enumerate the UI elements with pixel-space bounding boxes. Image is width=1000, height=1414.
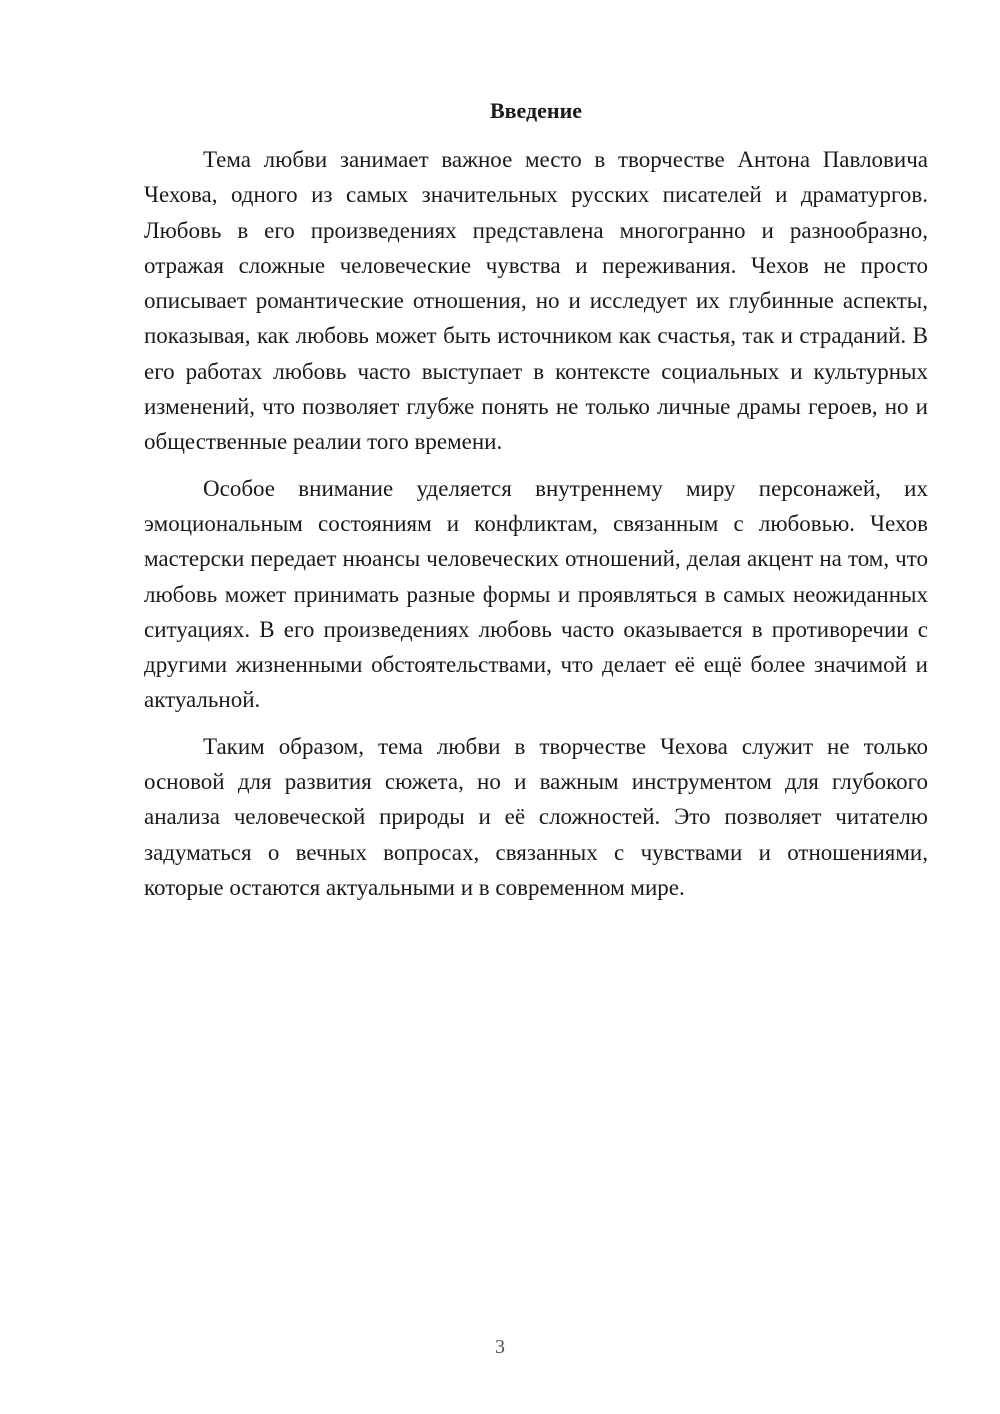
paragraph-2: Особое внимание уделяется внутреннему миру персонажей, их эмоциональным состояниям и конфликтам, связанным с любовью. Чехов мастерски передает нюансы человеческих отношений, делая акцент на том, что любовь может принимать разные формы и проявляться в самых неожиданных ситуациях. В его произведениях любовь часто оказывается в противоречии с другими жизненными обстоятельствами, что делает её ещё более значимой и актуальной. bbox=[144, 475, 928, 713]
page-number: 3 bbox=[495, 1336, 505, 1358]
paragraph-1: Тема любви занимает важное место в творчестве Антона Павловича Чехова, одного из самых значительных русских писателей и драматургов. Любовь в его произведениях представлена многогранно и разнообразно, отражая сложные человеческие чувства и переживания. Чехов не просто описывает романтические отношения, но и исследует их глубинные аспекты, показывая, как любовь может быть источником как счастья, так и страданий. В его работах любовь часто выступает в контексте социальных и культурных изменений, что позволяет глубже понять не только личные драмы героев, но и общественные реалии того времени. bbox=[144, 147, 928, 455]
paragraph-3: Таким образом, тема любви в творчестве Чехова служит не только основой для развития сюжета, но и важным инструментом для глубокого анализа человеческой природы и её сложностей. Это позволяет читателю задуматься о вечных вопросах, связанных с чувствами и отношениями, которые остаются актуальными и в современном мире. bbox=[144, 733, 928, 900]
body-text bbox=[144, 142, 928, 905]
section-heading: Введение bbox=[489, 98, 583, 123]
